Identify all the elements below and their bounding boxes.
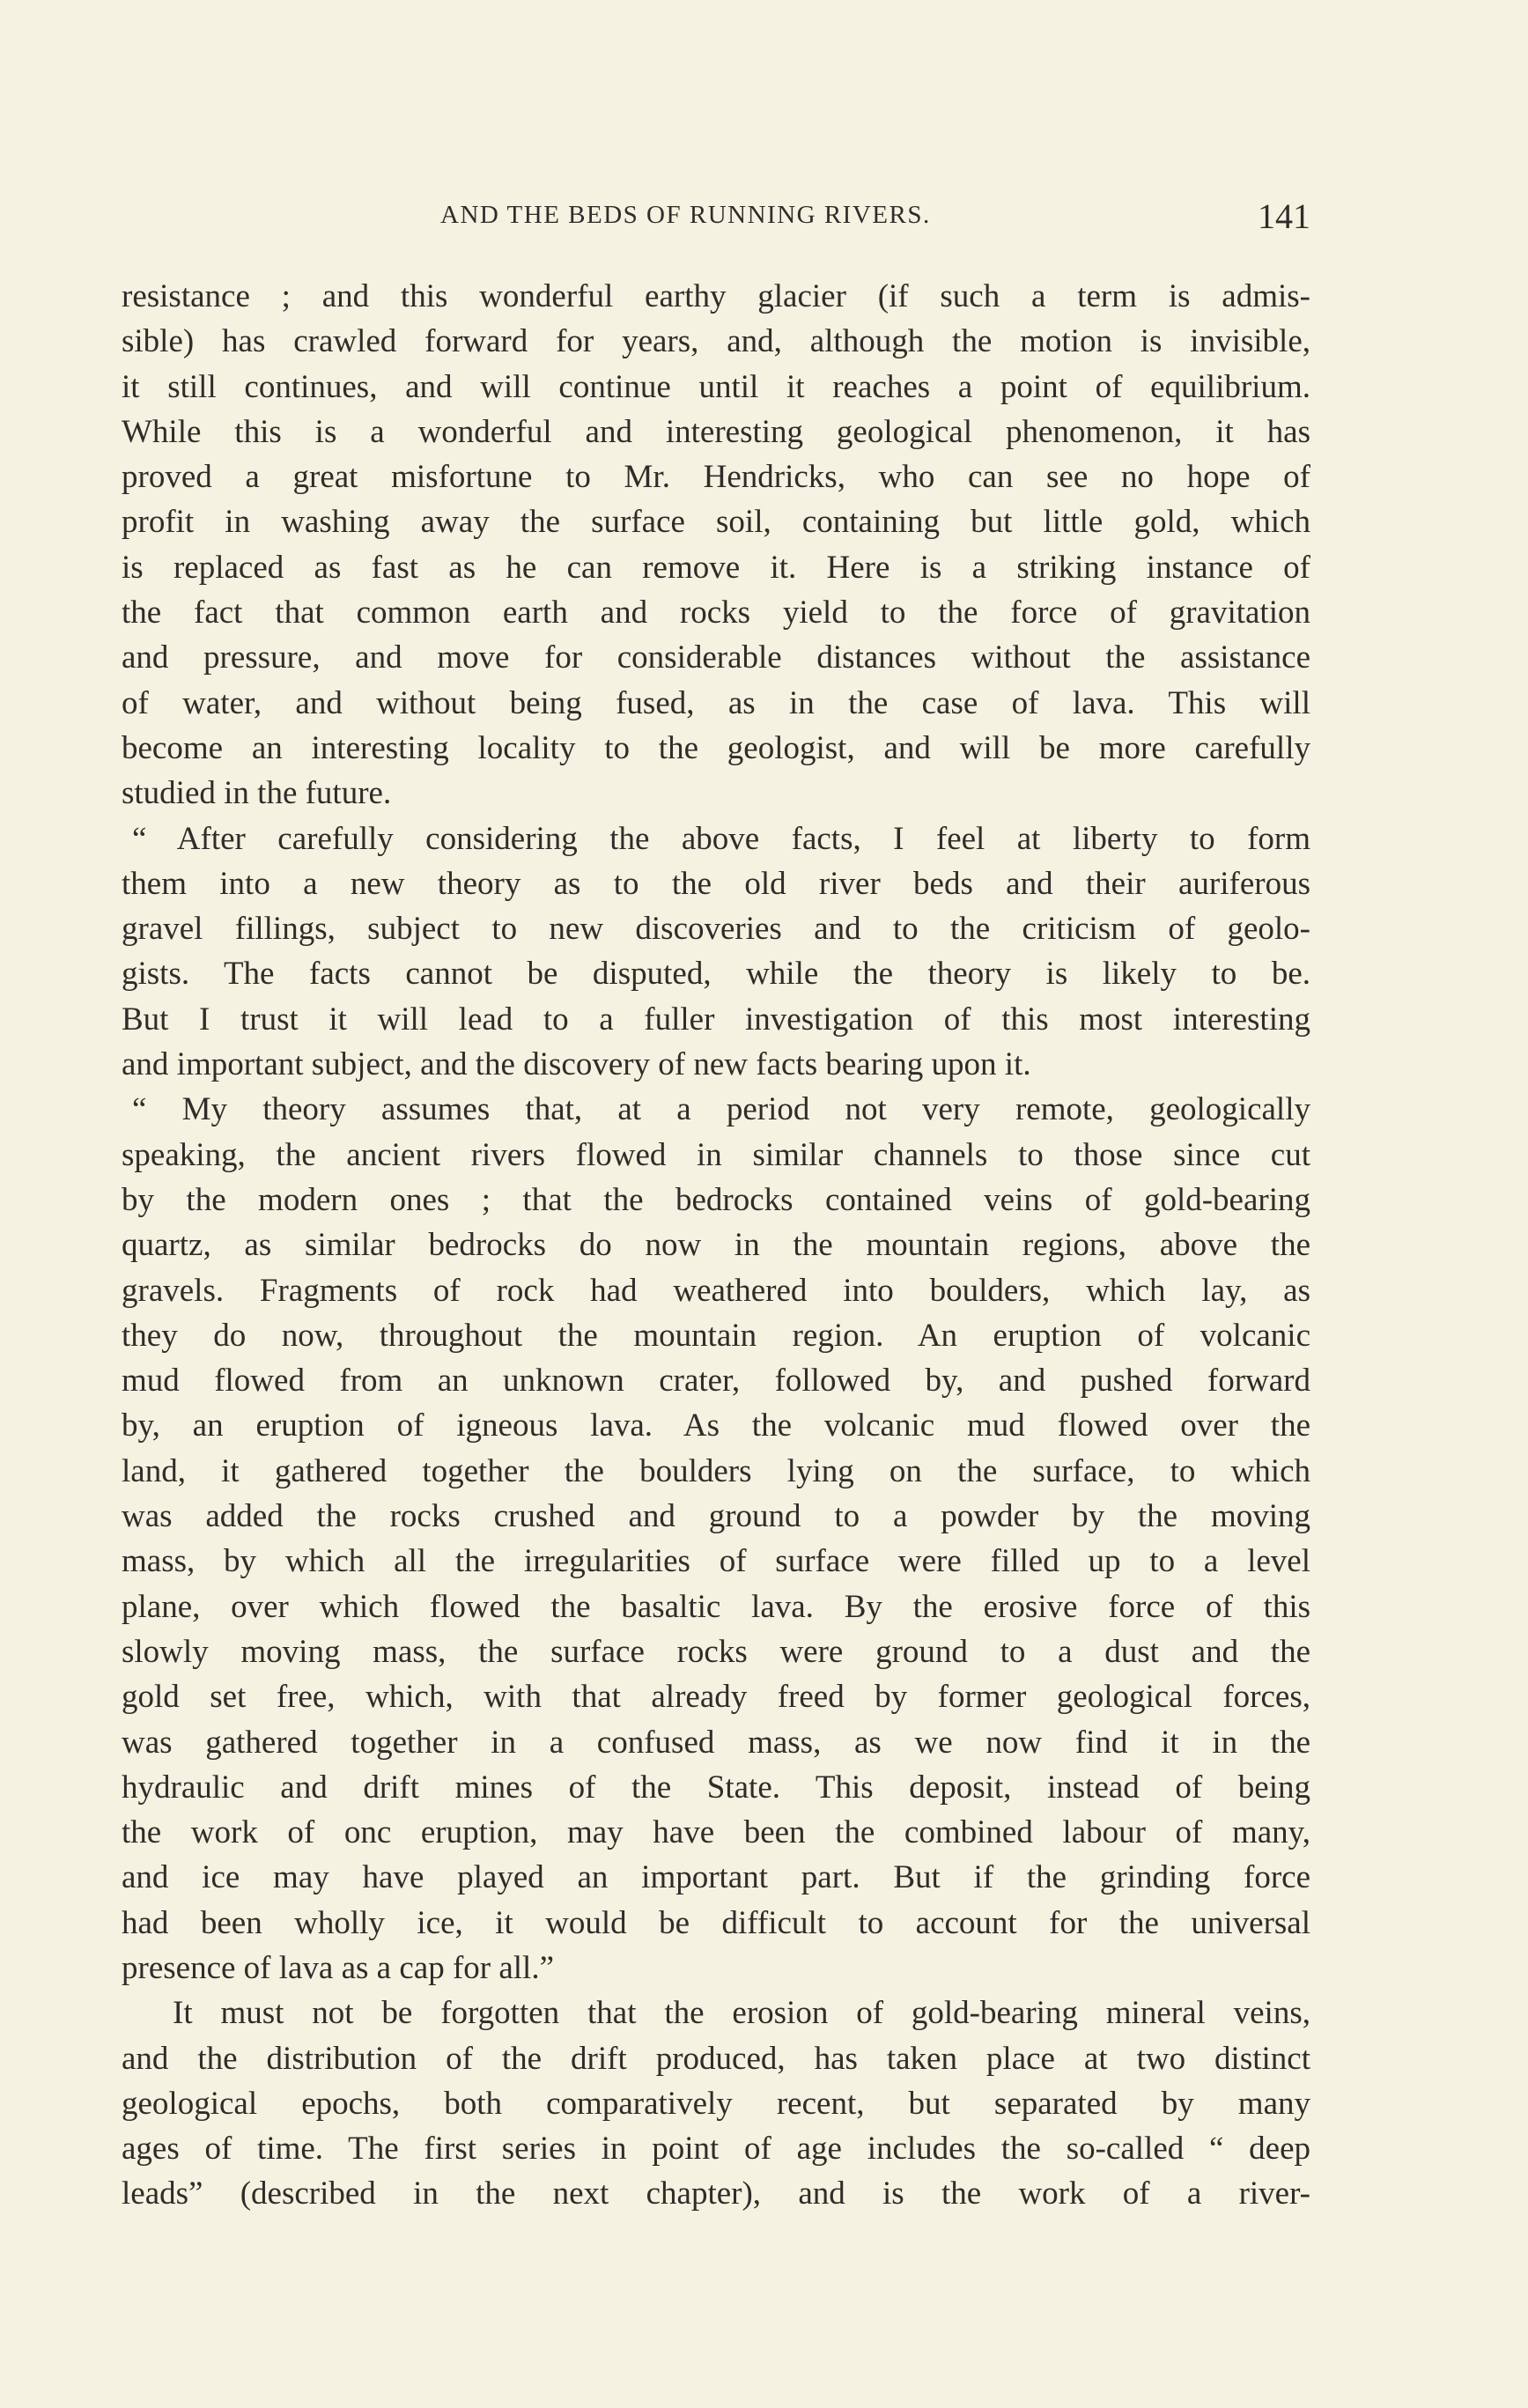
body-text [122, 274, 1310, 2217]
text-line: “ My theory assumes that, at a period not very remote, geologically [132, 1091, 1310, 1128]
text-line: become an interesting locality to the geologist, and will be more carefully [122, 729, 1310, 766]
text-line: leads” (described in the next chapter), and is the work of a river- [122, 2175, 1310, 2212]
running-title: AND THE BEDS OF RUNNING RIVERS. [440, 201, 931, 229]
text-line: studied in the future. [122, 775, 392, 812]
text-line: proved a great misfortune to Mr. Hendricks, who can see no hope of [122, 459, 1310, 496]
page-header [123, 196, 1310, 240]
text-line: gold set free, which, with that already freed by former geological forces, [122, 1679, 1310, 1716]
text-line: gravels. Fragments of rock had weathered into boulders, which lay, as [122, 1272, 1310, 1309]
text-line: ages of time. The first series in point of age includes the so-called “ deep [122, 2131, 1310, 2168]
text-line: the fact that common earth and rocks yield to the force of gravitation [122, 595, 1310, 632]
text-line: quartz, as similar bedrocks do now in the mountain regions, above the [122, 1227, 1310, 1264]
text-line: gravel fillings, subject to new discoveries and to the criticism of geolo- [122, 911, 1310, 948]
text-line: speaking, the ancient rivers flowed in similar channels to those since cut [122, 1136, 1310, 1173]
text-line: and ice may have played an important part. But if the grinding force [122, 1859, 1310, 1896]
text-line: had been wholly ice, it would be difficult to account for the universal [122, 1904, 1310, 1941]
text-line: is replaced as fast as he can remove it. Here is a striking instance of [122, 549, 1310, 586]
text-line: resistance ; and this wonderful earthy glacier (if such a term is admis- [122, 278, 1310, 314]
text-line: mud flowed from an unknown crater, followed by, and pushed forward [122, 1363, 1310, 1400]
text-line: plane, over which flowed the basaltic lava. By the erosive force of this [122, 1588, 1310, 1625]
text-line: was added the rocks crushed and ground to a powder by the moving [122, 1498, 1310, 1535]
text-line: geological epochs, both comparatively recent, but separated by many [122, 2085, 1310, 2122]
text-line: and pressure, and move for considerable distances without the assistance [122, 639, 1310, 676]
text-line: gists. The facts cannot be disputed, while the theory is likely to be. [122, 956, 1310, 993]
text-line: presence of lava as a cap for all.” [122, 1949, 554, 1986]
text-line: and the distribution of the drift produced, has taken place at two distinct [122, 2040, 1310, 2077]
text-line: they do now, throughout the mountain region. An eruption of volcanic [122, 1317, 1310, 1354]
text-line: the work of onc eruption, may have been the combined labour of many, [122, 1814, 1310, 1851]
text-line: was gathered together in a confused mass, as we now find it in the [122, 1724, 1310, 1761]
text-line: and important subject, and the discovery of new facts bearing upon it. [122, 1046, 1031, 1083]
text-line: While this is a wonderful and interesting geological phenomenon, it has [122, 413, 1310, 450]
text-line: land, it gathered together the boulders lying on the surface, to which [122, 1452, 1310, 1489]
text-line: But I trust it will lead to a fuller investigation of this most interesting [122, 1001, 1310, 1038]
text-line: them into a new theory as to the old river beds and their auriferous [122, 865, 1310, 902]
text-line: mass, by which all the irregularities of surface were filled up to a level [122, 1543, 1310, 1580]
text-line: It must not be forgotten that the erosion of gold-bearing mineral veins, [173, 1995, 1310, 2032]
page-number: 141 [1258, 196, 1310, 236]
text-line: slowly moving mass, the surface rocks were ground to a dust and the [122, 1633, 1310, 1670]
text-line: profit in washing away the surface soil, containing but little gold, which [122, 504, 1310, 541]
text-line: it still continues, and will continue until it reaches a point of equilibrium. [122, 368, 1310, 405]
text-line: by, an eruption of igneous lava. As the volcanic mud flowed over the [122, 1407, 1310, 1444]
text-line: of water, and without being fused, as in the case of lava. This will [122, 684, 1310, 721]
text-line: hydraulic and drift mines of the State. This deposit, instead of being [122, 1769, 1310, 1806]
text-line: sible) has crawled forward for years, and, although the motion is invisible, [122, 323, 1310, 360]
text-line: “ After carefully considering the above facts, I feel at liberty to form [132, 820, 1310, 857]
text-line: by the modern ones ; that the bedrocks contained veins of gold-bearing [122, 1181, 1310, 1218]
